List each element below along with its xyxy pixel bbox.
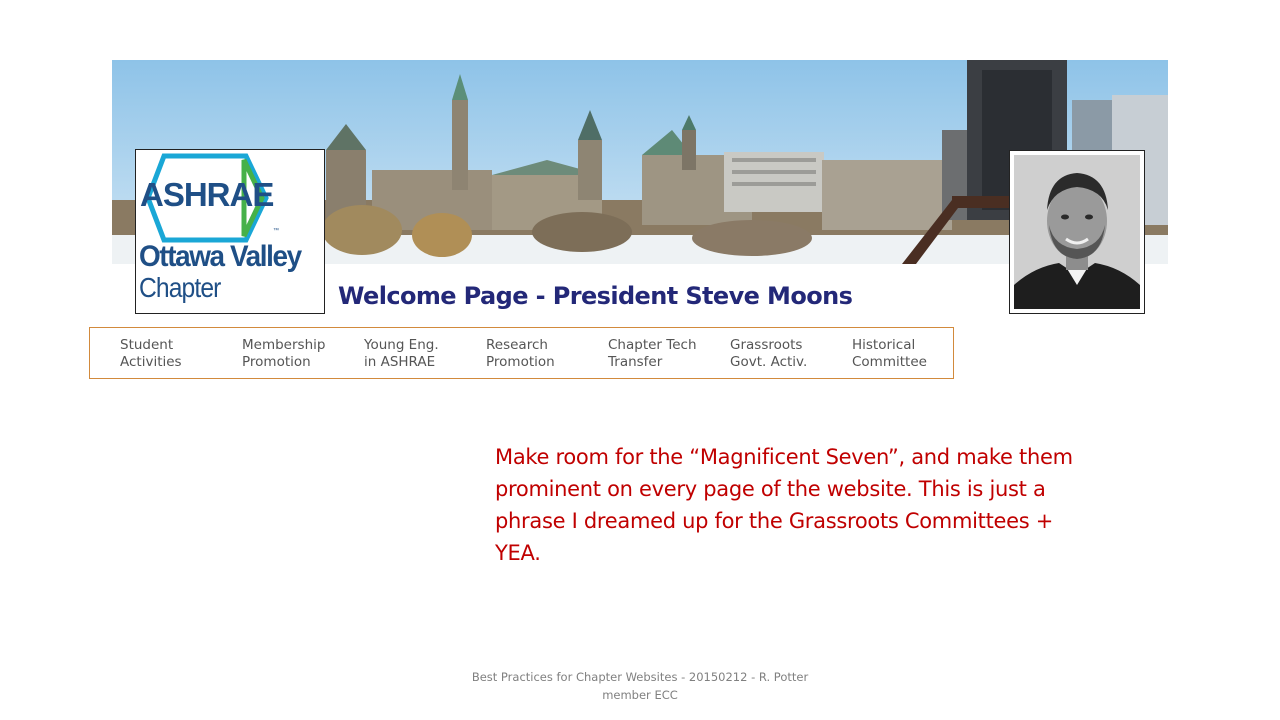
footer-line-2: member ECC [602, 688, 678, 702]
logo-trademark: ™ [273, 228, 279, 234]
logo-ashrae-text: ASHRAE [140, 176, 274, 213]
nav-item-label: Chapter Tech [608, 337, 697, 353]
nav-item-label: Promotion [242, 354, 311, 370]
nav-item-label: in ASHRAE [364, 354, 436, 370]
slide-footer [440, 668, 840, 704]
nav-item-label: Govt. Activ. [730, 354, 808, 370]
nav-item-chapter-tech-transfer[interactable] [608, 337, 728, 371]
nav-item-label: Grassroots [730, 337, 803, 353]
nav-item-grassroots-govt[interactable] [730, 337, 850, 371]
page-title: Welcome Page - President Steve Moons [338, 282, 853, 310]
logo-ottawa-valley-text: Ottawa Valley [139, 240, 301, 273]
ashrae-ottawa-valley-logo[interactable] [135, 149, 325, 314]
nav-item-student-activities[interactable] [120, 337, 240, 371]
nav-item-young-eng[interactable] [364, 337, 484, 371]
nav-item-label: Activities [120, 354, 182, 370]
nav-item-label: Research [486, 337, 548, 353]
footer-line-1: Best Practices for Chapter Websites - 20150212 - R. Potter [471, 670, 809, 684]
nav-item-label: Student [120, 337, 174, 353]
magnificent-seven-note: Make room for the “Magnificent Seven”, and make them prominent on every page of the website. This is just a phrase I dreamed up for the Grassroots Committees + YEA. [495, 445, 1073, 565]
nav-item-label: Membership [242, 337, 326, 353]
nav-item-label: Committee [852, 354, 927, 370]
nav-item-membership-promotion[interactable] [242, 337, 362, 371]
nav-item-historical-committee[interactable] [852, 337, 972, 371]
nav-item-label: Promotion [486, 354, 555, 370]
president-portrait [1009, 150, 1145, 314]
nav-item-label: Historical [852, 337, 916, 353]
nav-item-label: Young Eng. [364, 337, 439, 353]
nav-item-label: Transfer [608, 354, 663, 370]
nav-item-research-promotion[interactable] [486, 337, 606, 371]
committee-nav-bar [89, 327, 954, 379]
logo-chapter-text: Chapter [139, 272, 221, 303]
